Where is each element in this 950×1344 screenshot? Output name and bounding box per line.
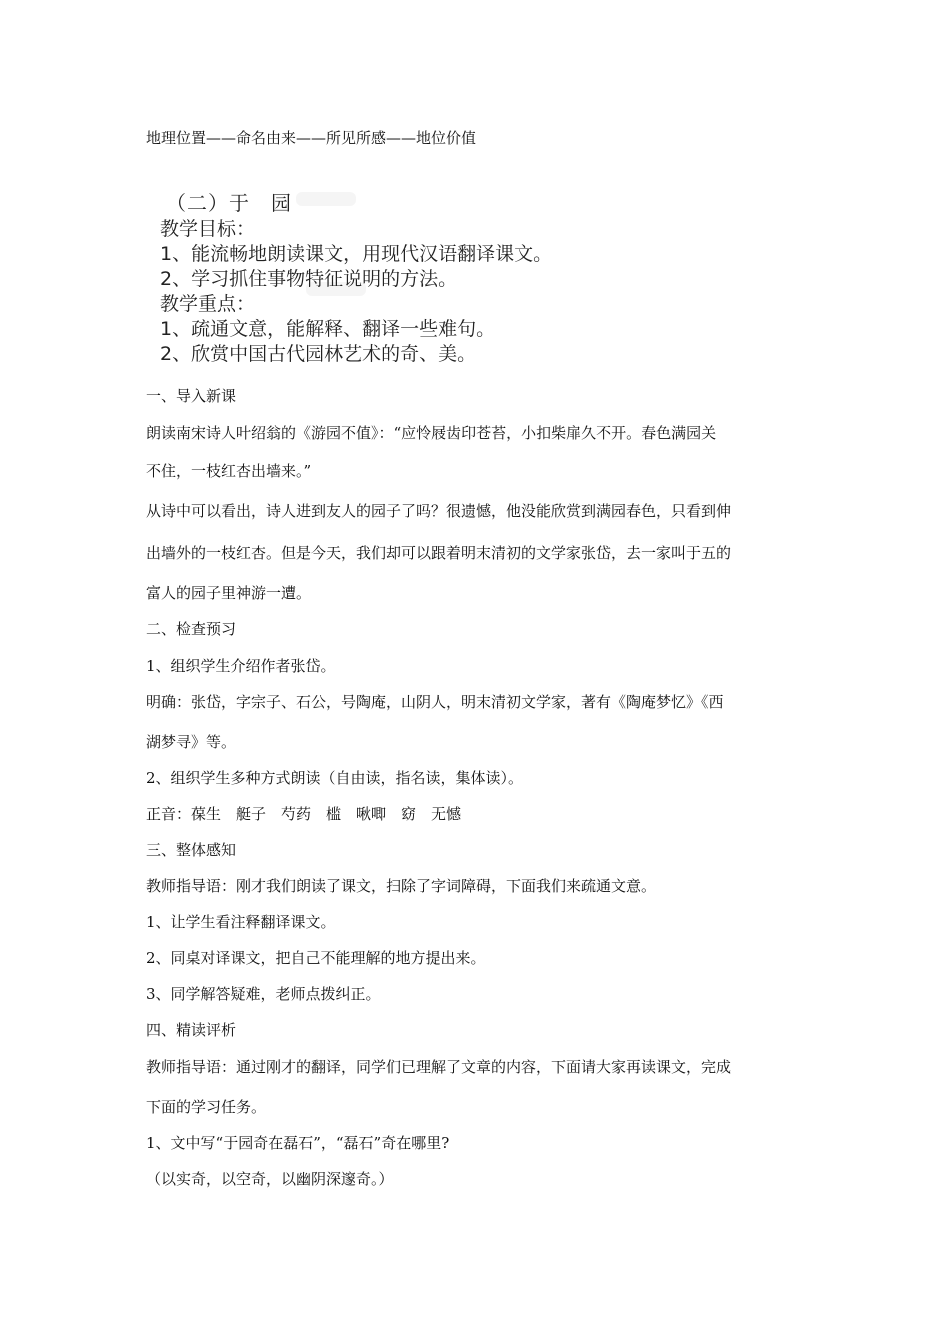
paragraph-line: 朗读南宋诗人叶绍翁的《游园不值》：“应怜屐齿印苍苔，小扣柴扉久不开。春色满园关 — [146, 424, 717, 442]
answer-line: （以实奇，以空奇，以幽阴深邃奇。） — [146, 1170, 394, 1188]
focus-item: 1、疏通文意，能解释、翻译一些难句。 — [160, 318, 496, 340]
section-heading: 四、精读评析 — [146, 1021, 237, 1039]
list-item: 1、让学生看注释翻译课文。 — [146, 913, 336, 931]
list-item: 1、组织学生介绍作者张岱。 — [146, 657, 336, 675]
goal-item: 1、能流畅地朗读课文，用现代汉语翻译课文。 — [160, 243, 553, 265]
paragraph-line: 下面的学习任务。 — [146, 1098, 267, 1116]
focus-item: 2、欣赏中国古代园林艺术的奇、美。 — [160, 343, 477, 365]
paragraph-line: 从诗中可以看出，诗人进到友人的园子了吗？很遗憾，他没能欣赏到满园春色，只看到伸 — [146, 502, 732, 520]
paragraph-line: 不住，一枝红杏出墙来。” — [146, 462, 312, 480]
paragraph-line: 出墙外的一枝红杏。但是今天，我们却可以跟着明末清初的文学家张岱，去一家叫于五的 — [146, 544, 732, 562]
goal-item: 2、学习抓住事物特征说明的方法。 — [160, 268, 458, 290]
image-title: （二）于 园 — [166, 191, 292, 215]
paragraph-line: 富人的园子里神游一遭。 — [146, 584, 312, 602]
watermark — [296, 192, 356, 206]
paragraph-line: 教师指导语：通过刚才的翻译，同学们已理解了文章的内容，下面请大家再读课文，完成 — [146, 1058, 732, 1076]
top-line: 地理位置——命名由来——所见所感——地位价值 — [146, 129, 477, 147]
paragraph-line: 湖梦寻》等。 — [146, 733, 237, 751]
section-heading: 二、检查预习 — [146, 620, 237, 638]
focus-heading: 教学重点： — [160, 293, 256, 315]
list-item: 2、同桌对译课文，把自己不能理解的地方提出来。 — [146, 949, 486, 967]
list-item: 2、组织学生多种方式朗读（自由读，指名读，集体读）。 — [146, 769, 524, 787]
embedded-lesson-image — [146, 190, 566, 368]
section-heading: 一、导入新课 — [146, 387, 237, 405]
paragraph-line: 教师指导语：刚才我们朗读了课文，扫除了字词障碍，下面我们来疏通文意。 — [146, 877, 657, 895]
pronunciation-line: 正音：葆生 艇子 芍药 槛 啾唧 窈 无憾 — [146, 805, 462, 823]
list-item: 3、同学解答疑难，老师点拨纠正。 — [146, 985, 381, 1003]
paragraph-line: 明确：张岱，字宗子、石公，号陶庵，山阴人，明末清初文学家，著有《陶庵梦忆》《西 — [146, 693, 724, 711]
goals-heading: 教学目标： — [160, 218, 256, 240]
section-heading: 三、整体感知 — [146, 841, 237, 859]
list-item: 1、文中写“于园奇在磊石”，“磊石”奇在哪里? — [146, 1134, 450, 1152]
